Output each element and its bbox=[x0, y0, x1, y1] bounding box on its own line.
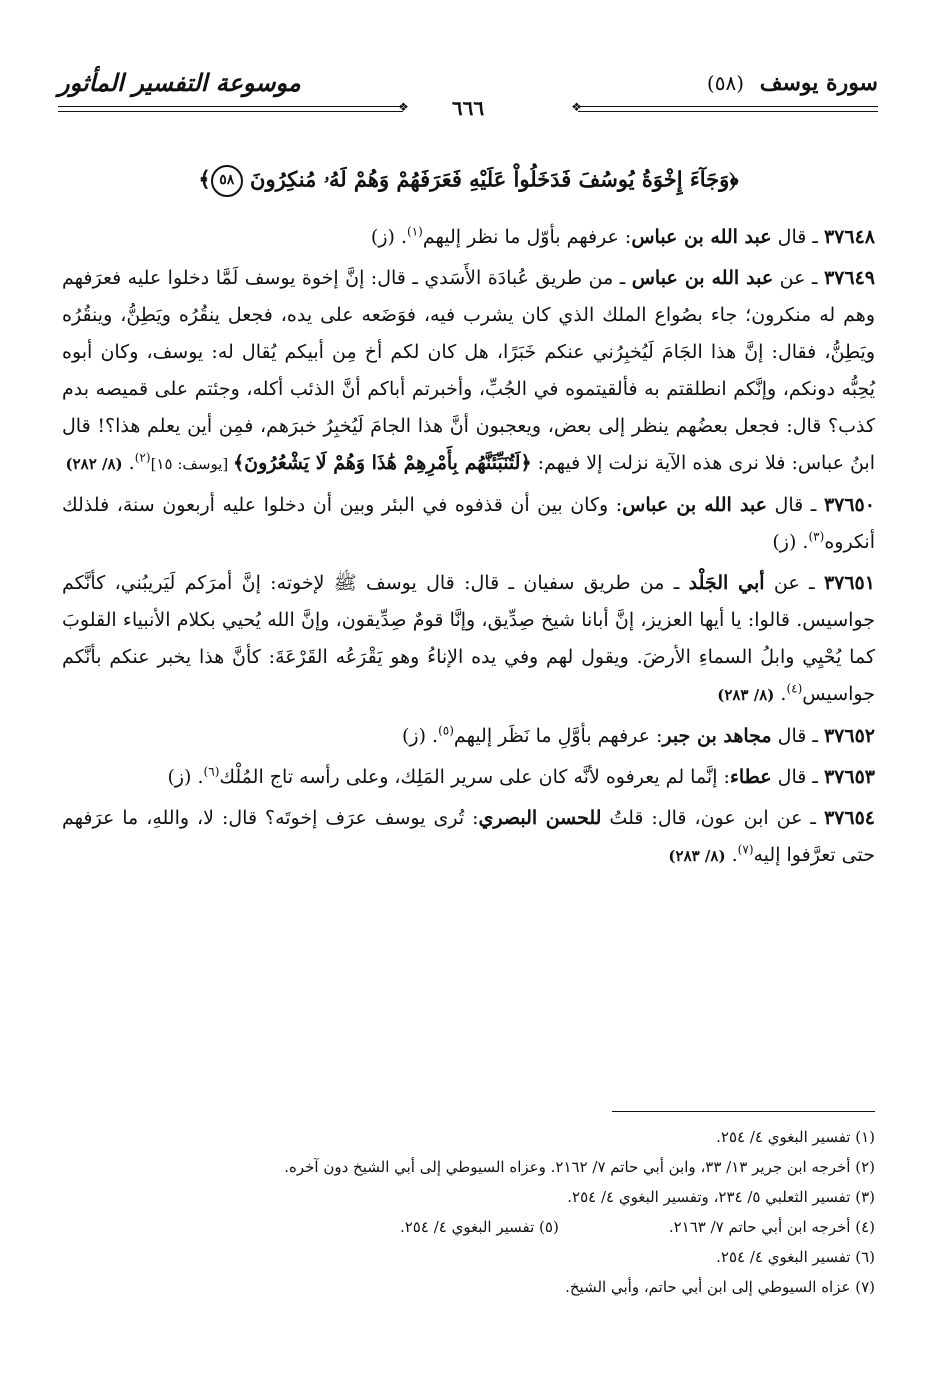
entry-text: : تُرى يوسف عرَف إخوتَه؟ قال: لا، واللهِ، ما عرَفهم حتى تعرَّفوا إليه bbox=[62, 807, 875, 866]
footnote: (٦) تفسير البغوي ٤/ ٢٥٤. bbox=[716, 1248, 875, 1266]
quran-quote: ﴿لَتُنَبِّئَنَّهُم بِأَمْرِهِمْ هَٰذَا وَهُمْ لَا يَشْعُرُونَ﴾ bbox=[233, 452, 532, 474]
entry-tail: . (ز) bbox=[370, 226, 408, 248]
entry-tail: . (ز) bbox=[167, 766, 204, 788]
entry-text: : عرفهم بأوّل ما نظر إليهم bbox=[422, 226, 632, 248]
footnote: (٧) عزاه السيوطي إلى ابن أبي حاتم، وأبي الشيخ. bbox=[565, 1278, 875, 1296]
narration-entry bbox=[62, 487, 875, 561]
footnote-marker: (٣) bbox=[808, 529, 825, 544]
narration-entry bbox=[62, 219, 875, 256]
narration-entry bbox=[62, 759, 875, 796]
entry-number: ٣٧٦٥٣ bbox=[823, 766, 875, 788]
entry-text: : عرفهم بأوَّلِ ما نَظَر إليهم bbox=[453, 725, 663, 747]
page-body bbox=[62, 165, 875, 879]
header-rule-left bbox=[58, 106, 403, 112]
ornament-icon: ❖ bbox=[571, 100, 582, 114]
entry-intro: ـ قال bbox=[771, 725, 824, 747]
volume-reference: (٨/ ٢٨٣) bbox=[717, 686, 775, 704]
volume-reference: (٨/ ٢٨٣) bbox=[668, 847, 726, 865]
footnote: (٣) تفسير الثعلبي ٥/ ٢٣٤، وتفسير البغوي ٤/ ٢٥٤. bbox=[567, 1188, 875, 1206]
entry-number: ٣٧٦٤٩ bbox=[823, 267, 875, 289]
entry-number: ٣٧٦٥٠ bbox=[823, 494, 875, 516]
footnote: (٢) أخرجه ابن جرير ١٣/ ٣٣، وابن أبي حاتم ٧/ ٢١٦٢. وعزاه السيوطي إلى أبي الشيخ دون آخره. bbox=[284, 1158, 875, 1176]
ornament-icon: ❖ bbox=[398, 100, 409, 114]
surah-name: سورة يوسف bbox=[759, 70, 878, 96]
entry-number: ٣٧٦٤٨ bbox=[823, 226, 875, 248]
entry-tail: . bbox=[774, 683, 787, 705]
narrator-name: مجاهد بن جبر bbox=[662, 725, 772, 747]
entry-intro: ـ عن bbox=[764, 572, 824, 594]
book-title: موسوعة التفسير المأثور bbox=[58, 68, 301, 97]
entry-intro: ـ عن bbox=[773, 267, 824, 289]
verse-bracket: ﴾ bbox=[198, 166, 211, 192]
entry-tail: . bbox=[122, 452, 135, 474]
footnote-separator bbox=[612, 1111, 875, 1112]
footnote-marker: (٦) bbox=[203, 764, 220, 779]
entry-number: ٣٧٦٥١ bbox=[823, 572, 875, 594]
page-number: ٦٦٦ bbox=[451, 96, 485, 120]
entry-tail: . bbox=[725, 844, 738, 866]
narration-entry bbox=[62, 718, 875, 755]
entry-intro: ـ قال bbox=[766, 494, 824, 516]
narrator-name: عبد الله بن عباس bbox=[631, 267, 774, 289]
footnote: (٤) أخرجه ابن أبي حاتم ٧/ ٢١٦٣. bbox=[668, 1218, 875, 1236]
narrator-name: عطاء bbox=[729, 766, 772, 788]
entry-tail: . (ز) bbox=[772, 531, 809, 553]
header-verse-number: (٥٨) bbox=[706, 71, 745, 95]
footnote-marker: (١) bbox=[407, 224, 423, 239]
entry-intro: ـ قال bbox=[771, 226, 824, 248]
entry-text: : وكان بين أن قذفوه في البئر وبين أن دخلوا عليه أربعون سنة، فلذلك أنكروه bbox=[62, 494, 875, 553]
entry-number: ٣٧٦٥٤ bbox=[823, 807, 875, 829]
surah-title bbox=[707, 70, 878, 96]
narration-entry bbox=[62, 800, 875, 875]
narrator-name: أبي الجَلْد bbox=[688, 572, 765, 594]
entry-intro: ـ عن ابن عون، قال: قلتُ bbox=[601, 807, 824, 829]
entry-number: ٣٧٦٥٢ bbox=[823, 725, 875, 747]
narration-entry bbox=[62, 260, 875, 483]
entry-intro: ـ قال bbox=[771, 766, 824, 788]
entry-text: ـ من طريق سفيان ـ قال: قال يوسف ﷺ لإخوته: إنَّ أمرَكم لَيَريبُني، كأنَّكم جواسيس. قالوا: يا أيها العزيز، إنَّ أبانا شيخ صِدِّيق، وإنَّا قومٌ صِدِّيقون، وإنَّ الله يُحيي بكلام الأنبياء القلوبَ كما يُحْيِي وابلُ السماءِ الأرضَ. ويقول لهم وفي يده الإناءُ وهو يَقْرَعُه القَرْعَةَ: كأنَّ هذا يخبر عنكم بأنَّكم جواسيس bbox=[62, 572, 875, 705]
quran-verse bbox=[62, 165, 875, 197]
entry-text: : إنَّما لم يعرفوه لأنَّه كان على سرير المَلِك، وعلى رأسه تاج المُلْك bbox=[219, 766, 730, 788]
footnote-marker: (٥) bbox=[438, 723, 454, 738]
narration-entry bbox=[62, 565, 875, 714]
entry-tail: . (ز) bbox=[402, 725, 439, 747]
narrator-name: للحسن البصري bbox=[478, 807, 602, 829]
verse-citation: [يوسف: ١٥] bbox=[150, 455, 234, 473]
footnote-marker: (٢) bbox=[134, 450, 151, 465]
footnotes bbox=[65, 1122, 875, 1302]
header-rule-right bbox=[578, 106, 878, 112]
footnote-row bbox=[65, 1212, 875, 1242]
footnote-marker: (٧) bbox=[737, 842, 754, 857]
narrator-name: عبد الله بن عباس bbox=[622, 494, 767, 516]
footnote-marker: (٤) bbox=[786, 681, 803, 696]
footnote: (٥) تفسير البغوي ٤/ ٢٥٤. bbox=[399, 1218, 559, 1236]
narrator-name: عبد الله بن عباس bbox=[631, 226, 772, 248]
verse-text: ﴿وَجَآءَ إِخْوَةُ يُوسُفَ فَدَخَلُواْ عَلَيْهِ فَعَرَفَهُمْ وَهُمْ لَهُۥ مُنكِرُونَ bbox=[250, 166, 739, 192]
ayah-number-icon: ٥٨ bbox=[211, 165, 243, 197]
running-header bbox=[58, 60, 878, 120]
volume-reference: (٨/ ٢٨٢) bbox=[65, 455, 123, 473]
entry-text: ـ من طريق عُبادَة الأَسَدي ـ قال: إنَّ إخوة يوسف لَمَّا دخلوا عليه فعرَفهم وهم له منكرون؛ جاء بصُواع الملك الذي كان يشرب فيه، فوَضَعه على يده، فجعل ينقُرُه ويَطِنُّ، وينقُرُه ويَطِنُّ، فقال: إنَّ هذا الجَامَ لَيُخبِرُني عنكم خَبَرًا، هل كان لكم أخ مِن أبيكم يُقال له: يوسف، وكان أبوه يُحِبُّه دونكم، وإنَّكم انطلقتم به فألقيتموه في الجُبِّ، وأخبرتم أباكم أنَّ الذئب أكله، وجئتم على قميصه بدم كذب؟ قال: فجعل بعضُهم ينظر إلى بعض، ويعجبون أنَّ هذا الجامَ لَيُخبِرُ خبرَهم، فمِن أين يعلم هذا؟! قال ابنُ عباس: فلا نرى هذه الآية نزلت إلا فيهم: bbox=[62, 267, 875, 474]
footnote: (١) تفسير البغوي ٤/ ٢٥٤. bbox=[716, 1128, 875, 1146]
